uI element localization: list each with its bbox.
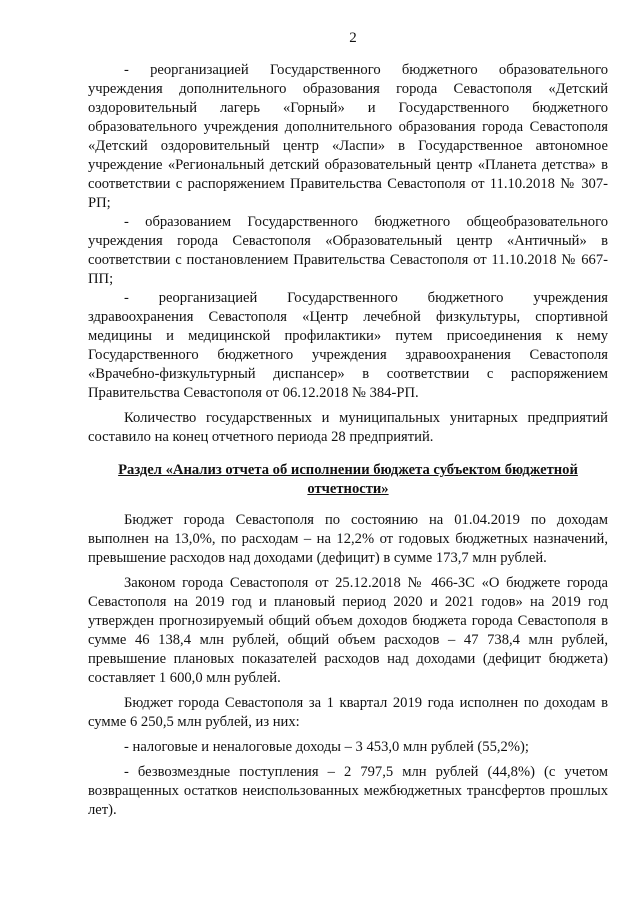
document-page: [88, 30, 608, 820]
paragraph-budget-status: Бюджет города Севастополя по состоянию на 01.04.2019 по доходам выполнен на 13,0%, по расходам – на 12,2% от годовых бюджетных назначений, превышение расходов над доходами (дефицит) в сумме 173,7 млн рублей.: [88, 512, 608, 566]
paragraph-budget-quarter: Бюджет города Севастополя за 1 квартал 2019 года исполнен по доходам в сумме 6 250,5 млн рублей, из них:: [88, 695, 608, 730]
paragraph-enterprises-count: Количество государственных и муниципальных унитарных предприятий составило на конец отчетного периода 28 предприятий.: [88, 410, 608, 445]
paragraph-tax-revenue: - налоговые и неналоговые доходы – 3 453,0 млн рублей (55,2%);: [124, 739, 529, 755]
paragraph-reorganization-health: - реорганизацией Государственного бюджетного учреждения здравоохранения Севастополя «Центр лечебной физкультуры, спортивной медицины и медицинской профилактики» путем присоединения к нему Государственного бюджетного учреждения здравоохранения Севастополя «Врачебно-физкультурный диспансер» в соответствии с распоряжением Правительства Севастополя от 06.12.2018 № 384-РП.: [88, 290, 608, 401]
paragraph-gratuitous-receipts: - безвозмездные поступления – 2 797,5 млн рублей (44,8%) (с учетом возвращенных остатков неиспользованных межбюджетных трансфертов прошлых лет).: [88, 764, 608, 818]
section-title: Раздел «Анализ отчета об исполнении бюджета субъектом бюджетной отчетности»: [118, 462, 578, 497]
page-number: 2: [349, 30, 357, 46]
paragraph-reorganization-camps: - реорганизацией Государственного бюджетного образовательного учреждения дополнительного образования города Севастополя «Детский оздоровительный лагерь «Горный» и Государственного бюджетного образовательного учреждения дополнительного образования города Севастополя «Детский оздоровительный центр «Ласпи» в Государственное автономное учреждение «Региональный детский образовательный центр «Планета детства» в соответствии с распоряжением Правительства Севастополя от 11.10.2018 № 307-РП;: [88, 62, 608, 211]
paragraph-budget-law: Законом города Севастополя от 25.12.2018 № 466-ЗС «О бюджете города Севастополя на 2019 год и плановый период 2020 и 2021 годов» на 2019 год утвержден прогнозируемый общий объем доходов бюджета города Севастополя в сумме 46 138,4 млн рублей, общий объем расходов – 47 738,4 млн рублей, превышение плановых показателей расходов над доходами (дефицит бюджета) составляет 1 600,0 млн рублей.: [88, 575, 608, 686]
paragraph-education-center: - образованием Государственного бюджетного общеобразовательного учреждения города Севастополя «Образовательный центр «Античный» в соответствии с постановлением Правительства Севастополя от 11.10.2018 № 667-ПП;: [88, 214, 608, 287]
